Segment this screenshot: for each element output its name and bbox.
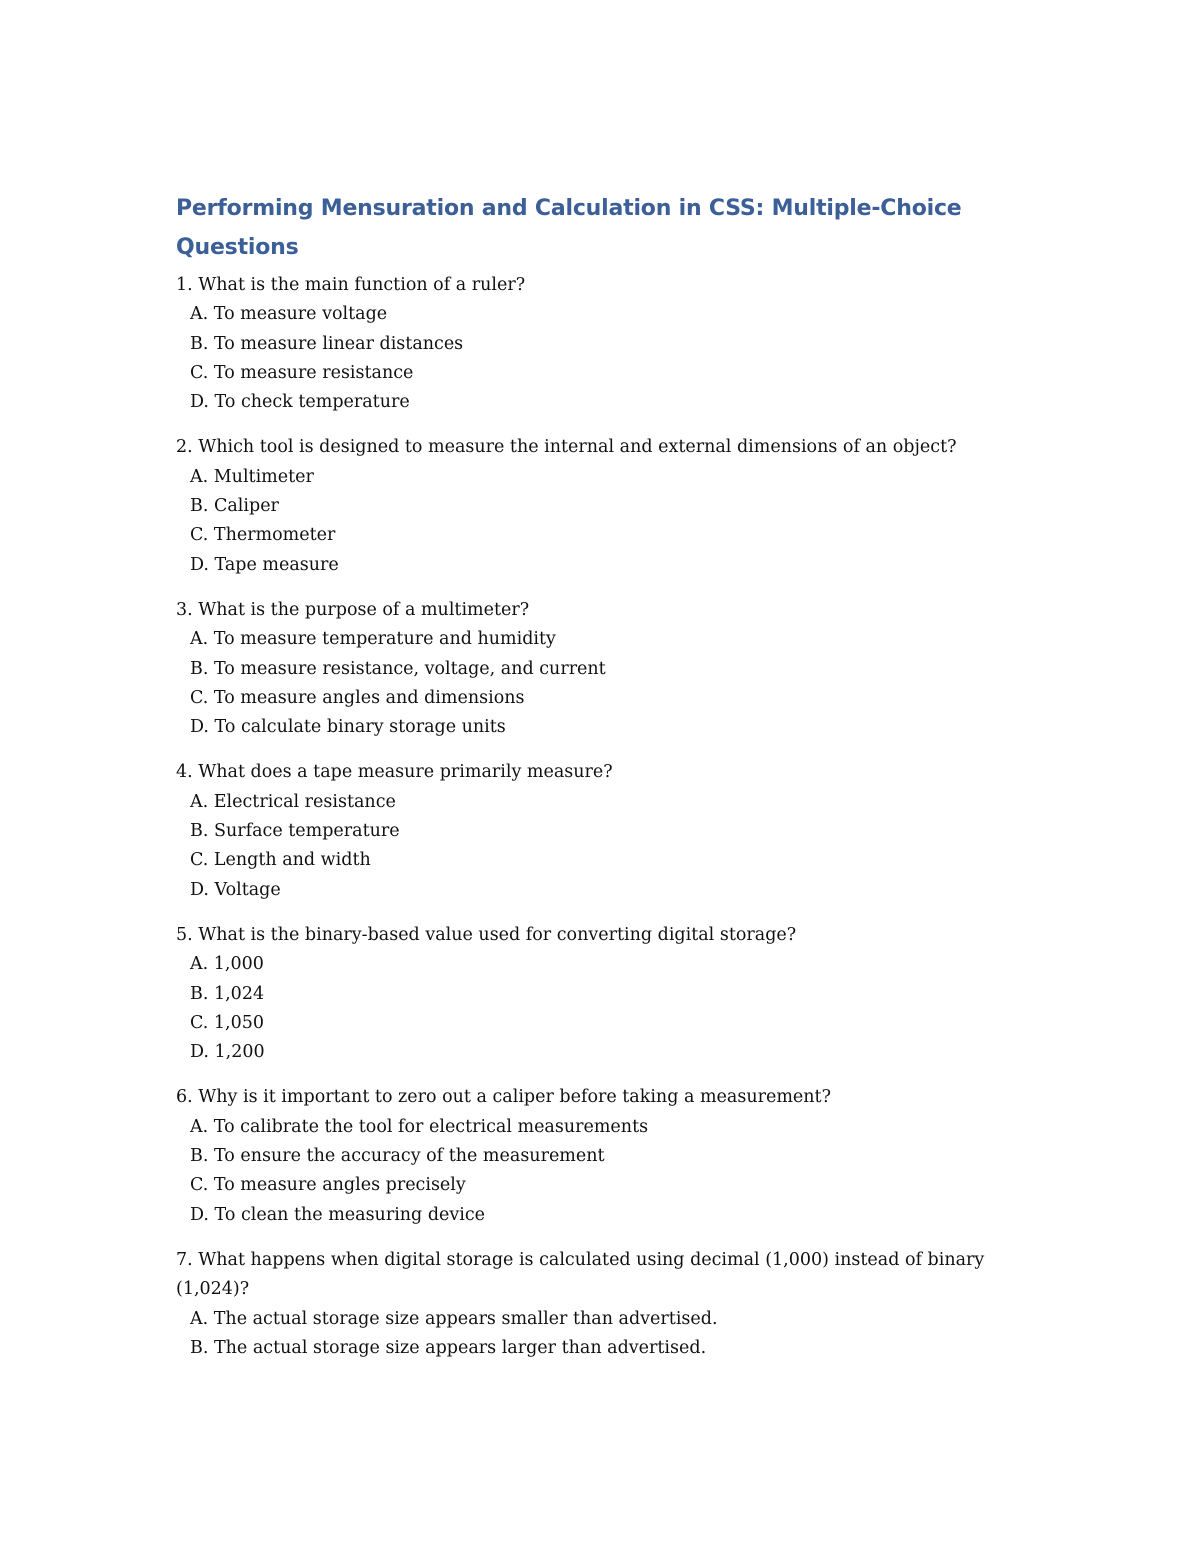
answer-option-c: C. To measure resistance [190,362,414,383]
question-text: 2. Which tool is designed to measure the internal and external dimensions of an object? [176,437,957,458]
question-4 [176,758,1026,904]
answer-option-a: A. 1,000 [190,954,264,975]
answer-option-b: B. The actual storage size appears larger than advertised. [190,1337,707,1358]
answer-option-a: A. To calibrate the tool for electrical measurements [190,1116,649,1137]
question-text: 6. Why is it important to zero out a caliper before taking a measurement? [176,1087,831,1108]
answer-option-a: A. To measure voltage [190,304,388,325]
answer-option-d: D. To calculate binary storage units [190,717,506,738]
answer-option-d: D. Voltage [190,879,281,900]
answer-option-b: B. Caliper [190,496,279,517]
answer-option-c: C. 1,050 [190,1012,264,1033]
answer-option-d: D. To check temperature [190,392,410,413]
answer-option-a: A. The actual storage size appears smaller than advertised. [190,1308,718,1329]
answer-option-b: B. Surface temperature [190,821,400,842]
question-5 [176,921,1026,1067]
question-2 [176,433,1026,579]
answer-option-a: A. Multimeter [190,466,314,487]
question-1 [176,271,1026,417]
answer-option-d: D. Tape measure [190,554,339,575]
document-body [176,189,1026,1379]
answer-option-b: B. To ensure the accuracy of the measurement [190,1146,605,1167]
question-text: 3. What is the purpose of a multimeter? [176,599,530,620]
answer-option-c: C. To measure angles precisely [190,1175,466,1196]
question-text: 5. What is the binary-based value used for converting digital storage? [176,924,797,945]
answer-option-c: C. Length and width [190,850,371,871]
answer-option-b: B. To measure linear distances [190,333,464,354]
answer-option-c: C. To measure angles and dimensions [190,687,525,708]
question-6 [176,1083,1026,1229]
page-title: Performing Mensuration and Calculation in CSS: Multiple-Choice Questions [176,196,962,260]
question-7 [176,1246,1026,1363]
question-text: 4. What does a tape measure primarily measure? [176,762,613,783]
answer-option-a: A. Electrical resistance [190,791,396,812]
answer-option-a: A. To measure temperature and humidity [190,629,556,650]
answer-option-d: D. To clean the measuring device [190,1204,486,1225]
answer-option-d: D. 1,200 [190,1042,265,1063]
answer-option-b: B. To measure resistance, voltage, and current [190,658,606,679]
question-3 [176,596,1026,742]
answer-option-c: C. Thermometer [190,525,336,546]
answer-option-b: B. 1,024 [190,983,265,1004]
question-text: 1. What is the main function of a ruler? [176,275,526,295]
question-text: 7. What happens when digital storage is calculated using decimal (1,000) instead of binary (1,024)? [176,1249,985,1300]
